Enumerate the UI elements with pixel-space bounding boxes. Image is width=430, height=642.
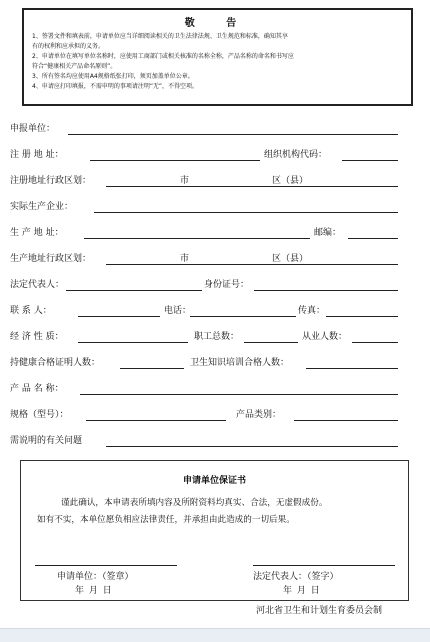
- contact-label: 联 系 人：: [10, 306, 52, 316]
- prod-address-field[interactable]: [84, 238, 310, 239]
- postcode-label: 邮编：: [314, 228, 342, 238]
- prod-district-label: 区（县）: [272, 254, 309, 264]
- reg-address-field[interactable]: [90, 160, 260, 161]
- row-notes: [0, 435, 430, 451]
- row-actual-producer: [0, 201, 430, 217]
- phone-label: 电话：: [164, 306, 192, 316]
- applicant-signature-label: 申请单位：（签章）: [57, 572, 134, 582]
- reg-city-label: 市: [180, 176, 190, 186]
- guarantee-body-line: 谨此确认，本申请表所填内容及所附资料均真实、合法，无虚假成份。: [61, 498, 328, 508]
- phone-field[interactable]: [190, 316, 296, 317]
- issuer-footer: 河北省卫生和计划生育委员会制: [255, 606, 382, 616]
- health-cert-field[interactable]: [120, 368, 184, 369]
- actual-producer-field[interactable]: [94, 212, 398, 213]
- workers-label: 从业人数：: [302, 332, 348, 342]
- total-staff-field[interactable]: [244, 342, 298, 343]
- spec-field[interactable]: [86, 420, 226, 421]
- legal-rep-field[interactable]: [66, 290, 202, 291]
- category-label: 产品类别：: [236, 410, 282, 420]
- id-number-label: 身份证号：: [204, 280, 250, 290]
- reg-district-label: 区（县）: [272, 176, 309, 186]
- actual-producer-label: 实际生产企业：: [10, 202, 74, 212]
- notice-line: 1、签署文件和填表前，申请单位应当详细阅读相关的卫生法律法规、卫生规范和标准，确知其享: [32, 33, 288, 40]
- hygiene-trained-field[interactable]: [306, 368, 398, 369]
- notice-line: 2、申请单位在填写单位名称时，应使用工商部门或相关核准的名称全称，产品名称的命名和书写应: [32, 53, 294, 60]
- guarantee-title: 申请单位保证书: [182, 476, 246, 486]
- notice-line: 有的权利和应承担的义务。: [32, 43, 105, 50]
- product-name-field[interactable]: [80, 394, 398, 395]
- workers-field[interactable]: [352, 342, 398, 343]
- rep-date: 年 月 日: [283, 586, 321, 596]
- applicant-signature-line[interactable]: [35, 565, 177, 566]
- applicant-label: 申报单位：: [10, 124, 56, 134]
- applicant-field[interactable]: [68, 134, 398, 135]
- hygiene-trained-label: 卫生知识培训合格人数：: [190, 358, 290, 368]
- notes-field[interactable]: [106, 446, 398, 447]
- reg-address-label: 注 册 地 址：: [10, 150, 64, 160]
- notes-label: 需说明的有关问题: [10, 436, 83, 446]
- row-spec: [0, 409, 430, 425]
- org-code-field[interactable]: [342, 160, 398, 161]
- postcode-field[interactable]: [348, 238, 398, 239]
- row-prod-address: [0, 227, 430, 243]
- row-econ: [0, 331, 430, 347]
- fax-field[interactable]: [326, 316, 398, 317]
- id-number-field[interactable]: [254, 290, 398, 291]
- notice-box: [22, 8, 413, 106]
- legal-rep-label: 法定代表人：: [10, 280, 65, 290]
- notice-line: 符合“健康相关产品命名原则”。: [32, 63, 117, 70]
- reg-region-label: 注册地址行政区划：: [10, 176, 92, 186]
- row-reg-address: [0, 149, 430, 165]
- prod-region-label: 生产地址行政区划：: [10, 254, 92, 264]
- applicant-date: 年 月 日: [75, 586, 113, 596]
- org-code-label: 组织机构代码：: [264, 150, 328, 160]
- product-name-label: 产 品 名 称：: [10, 384, 64, 394]
- econ-type-label: 经 济 性 质：: [10, 332, 64, 342]
- health-cert-label: 持健康合格证明人数：: [10, 358, 101, 368]
- notice-line: 3、所有签名均应使用A4规格纸张打印，须页加盖单位公章。: [32, 73, 194, 80]
- row-contact: [0, 305, 430, 321]
- total-staff-label: 职工总数：: [194, 332, 240, 342]
- row-applicant: [0, 123, 430, 139]
- prod-region-field[interactable]: [106, 264, 398, 265]
- fax-label: 传真：: [298, 306, 326, 316]
- reg-region-field[interactable]: [106, 186, 398, 187]
- viewer-bottom-band: [0, 628, 430, 642]
- prod-address-label: 生 产 地 址：: [10, 228, 64, 238]
- row-prod-region: [0, 253, 430, 269]
- econ-type-field[interactable]: [78, 342, 188, 343]
- row-product-name: [0, 383, 430, 399]
- row-reg-region: [0, 175, 430, 191]
- notice-title: 敬 告: [184, 18, 251, 29]
- notice-line: 4、申请应打印填报，不需申明的事项请注明“无”，不得空项。: [32, 83, 199, 90]
- guarantee-body-line: 如有不实，本单位愿负相应法律责任，并承担由此造成的一切后果。: [37, 515, 295, 525]
- row-health: [0, 357, 430, 373]
- guarantee-box: [20, 460, 409, 601]
- category-field[interactable]: [294, 420, 398, 421]
- contact-field[interactable]: [78, 316, 160, 317]
- prod-city-label: 市: [180, 254, 190, 264]
- guarantee-body: [37, 495, 397, 529]
- rep-signature-line[interactable]: [253, 565, 395, 566]
- row-legal-rep: [0, 279, 430, 295]
- spec-label: 规格（型号）：: [10, 410, 69, 420]
- rep-signature-label: 法定代表人：（签字）: [253, 572, 339, 582]
